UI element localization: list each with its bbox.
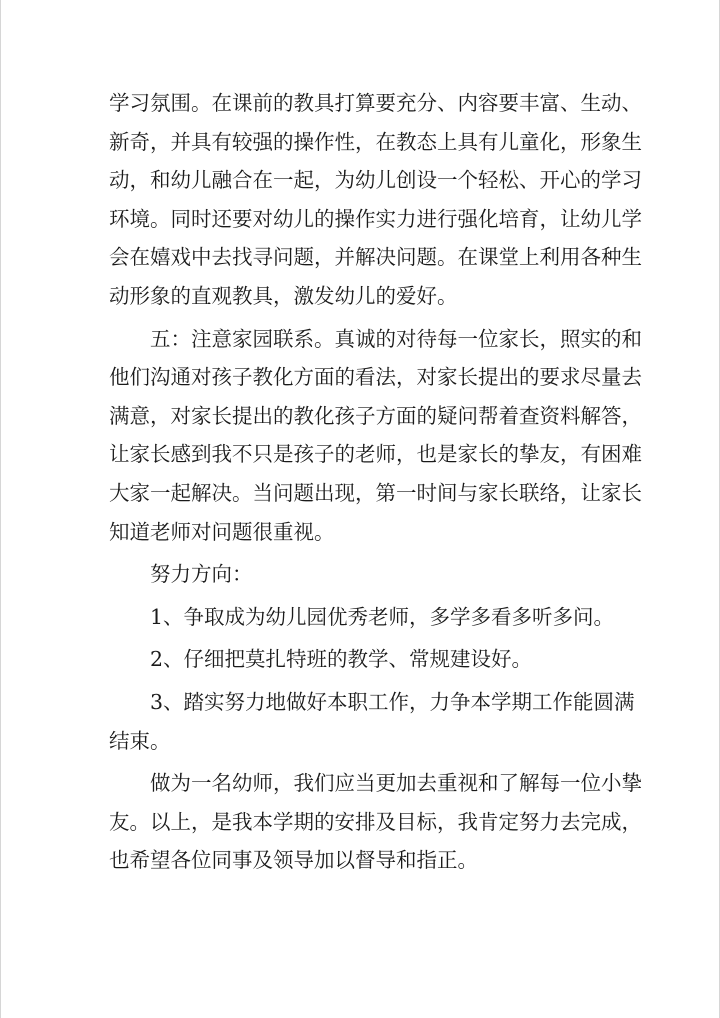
text-line: 动，和幼儿融合在一起，为幼儿创设一个轻松、开心的学习 [109, 168, 642, 193]
paragraph-teaching-environment [109, 84, 642, 316]
text-line: 友。以上，是我本学期的安排及目标，我肯定努力去完成， [109, 809, 642, 834]
paragraph-home-school-contact [109, 320, 642, 552]
list-item: 3、踏实努力地做好本职工作，力争本学期工作能圆满 [150, 689, 635, 714]
text-line: 大家一起解决。当问题出现，第一时间与家长联络，让家长 [109, 480, 642, 505]
text-line: 知道老师对问题很重视。 [109, 519, 335, 544]
text-line: 也希望各位同事及领导加以督导和指正。 [109, 848, 478, 873]
list-item-continuation: 结束。 [109, 728, 171, 753]
list-item: 1、争取成为幼儿园优秀老师，多学多看多听多问。 [150, 604, 615, 629]
text-line: 环境。同时还要对幼儿的操作实力进行强化培育，让幼儿学 [109, 206, 642, 231]
text-line: 新奇，并具有较强的操作性，在教态上具有儿童化，形象生 [109, 129, 642, 154]
paragraph-conclusion [109, 764, 642, 880]
text-line: 满意，对家长提出的教化孩子方面的疑问帮着查资料解答， [109, 403, 642, 428]
document-body [109, 84, 642, 880]
text-line: 五：注意家园联系。真诚的对待每一位家长，照实的和 [150, 326, 642, 351]
text-line: 他们沟通对孩子教化方面的看法，对家长提出的要求尽量去 [109, 365, 642, 390]
section-heading-effort-direction: 努力方向： [150, 562, 253, 587]
text-line: 让家长感到我不只是孩子的老师，也是家长的挚友，有困难 [109, 442, 642, 467]
text-line: 做为一名幼师，我们应当更加去重视和了解每一位小挚 [150, 771, 642, 796]
goals-list [109, 598, 635, 760]
list-item: 2、仔细把莫扎特班的教学、常规建设好。 [150, 647, 533, 672]
text-line: 动形象的直观教具，激发幼儿的爱好。 [109, 283, 458, 308]
text-line: 学习氛围。在课前的教具打算要充分、内容要丰富、生动、 [109, 91, 642, 115]
text-line: 会在嬉戏中去找寻问题，并解决问题。在课堂上利用各种生 [109, 245, 642, 270]
